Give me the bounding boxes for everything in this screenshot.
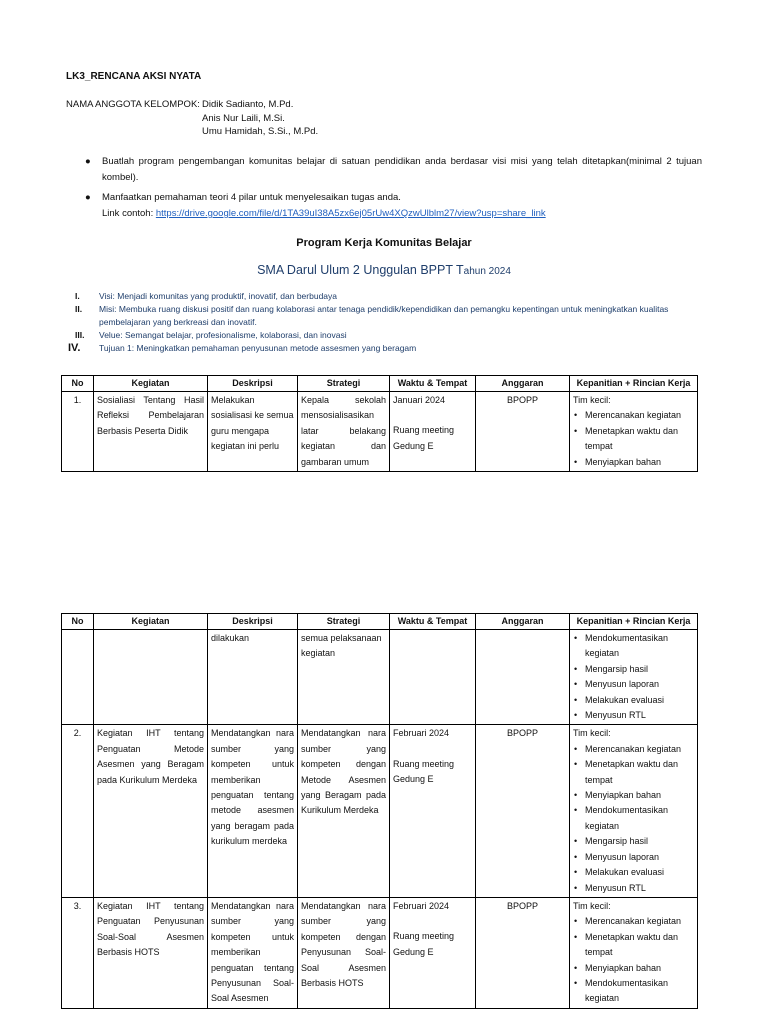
cell-no: 1. (62, 392, 94, 472)
group-members (66, 98, 318, 139)
table-row (62, 392, 698, 472)
document-title: LK3_RENCANA AKSI NYATA (66, 71, 202, 82)
col-header: Waktu & Tempat (390, 376, 476, 392)
list-item: • Mendokumentasikan kegiatan (585, 631, 694, 662)
list-item: • Menyiapkan bahan (585, 455, 694, 470)
list-item: • Menyusun RTL (585, 881, 694, 896)
cell-waktu-tempat: Februari 2024 Ruang meeting Gedung E (390, 897, 476, 1008)
goal-item: IV. Tujuan 1: Meningkatkan pemahaman penyusunan metode assesmen yang beragam (68, 342, 417, 354)
list-item: • Menetapkan waktu dan tempat (585, 930, 694, 961)
list-item: • Menetapkan waktu dan tempat (585, 424, 694, 455)
list-item: • Mengarsip hasil (585, 662, 694, 677)
cell-waktu-tempat: Februari 2024 Ruang meeting Gedung E (390, 725, 476, 897)
cell-strategi: semua pelaksanaan kegiatan (298, 630, 390, 725)
table-row (62, 630, 698, 725)
cell-kepanitiaan: Tim kecil: • Merencanakan kegiatan • Menetapkan waktu dan tempat • Menyiapkan bahan (570, 392, 698, 472)
table-header-row (62, 614, 698, 630)
col-header: Waktu & Tempat (390, 614, 476, 630)
cell-kepanitiaan: Tim kecil: • Merencanakan kegiatan • Menetapkan waktu dan tempat • Menyiapkan bahan • Mendokumentasikan kegiatan (570, 897, 698, 1008)
bullet-icon: ● (85, 192, 91, 203)
value-item: III. Velue: Semangat belajar, profesionalisme, kolaborasi, dan inovasi (75, 330, 347, 340)
cell-strategi: Mendatangkan nara sumber yang kompeten dengan Metode Asesmen yang Beragam pada Kurikulum Merdeka (298, 725, 390, 897)
list-item: • Menyusun RTL (585, 708, 694, 723)
cell-kepanitiaan (570, 630, 698, 725)
col-header: Deskripsi (208, 614, 298, 630)
col-header: Anggaran (476, 614, 570, 630)
cell-strategi: Mendatangkan nara sumber yang kompeten dengan Penyusunan Soal-Soal Asesmen Berbasis HOTS (298, 897, 390, 1008)
list-item: • Mendokumentasikan kegiatan (585, 976, 694, 1007)
col-header: Deskripsi (208, 376, 298, 392)
mission-item: II. Misi: Membuka ruang diskusi positif dan ruang kolaborasi antar tenaga pendidik/kependidikan dan pemangku kepentingan untuk meningkatkan kualitas pembelajaran yang berkreasi dan inovatif. (75, 304, 669, 327)
cell-anggaran: BPOPP (476, 725, 570, 897)
list-item: • Menyiapkan bahan (585, 788, 694, 803)
col-header: Anggaran (476, 376, 570, 392)
table-row (62, 897, 698, 1008)
list-item: • Menyiapkan bahan (585, 961, 694, 976)
school-title: SMA Darul Ulum 2 Unggulan BPPT Tahun 2024 (257, 263, 511, 277)
cell-strategi: Kepala sekolah mensosialisasikan latar belakang kegiatan dan gambaran umum (298, 392, 390, 472)
list-item: • Merencanakan kegiatan (585, 742, 694, 757)
instruction-list (82, 154, 702, 226)
table-header-row (62, 376, 698, 392)
bullet-icon: ● (85, 156, 91, 167)
cell-kepanitiaan: Tim kecil: • Merencanakan kegiatan • Menetapkan waktu dan tempat • Menyiapkan bahan • Mendokumentasikan kegiatan • Mengarsip hasil • Menyusun laporan • Melakukan evaluasi • Menyusun RTL (570, 725, 698, 897)
list-item: • Menyusun laporan (585, 677, 694, 692)
cell-no: 2. (62, 725, 94, 897)
list-item: • Melakukan evaluasi (585, 865, 694, 880)
work-program-table (61, 375, 698, 472)
list-item: • Merencanakan kegiatan (585, 408, 694, 423)
instruction-item: ● Manfaatkan pemahaman teori 4 pilar untuk menyelesaikan tugas anda. Link contoh: https://drive.google.com/file/d/1TA39uI38A5zx6ej05rUw4XQzwUlblm27/view?usp=share_link (85, 192, 546, 219)
member-name: Umu Hamidah, S.Si., M.Pd. (202, 126, 319, 137)
col-header: Kepanitian + Rincian Kerja (570, 376, 698, 392)
member-name: Didik Sadianto, M.Pd. (202, 99, 294, 110)
cell-deskripsi: Melakukan sosialisasi ke semua guru mengapa kegiatan ini perlu (208, 392, 298, 472)
list-item: • Menetapkan waktu dan tempat (585, 757, 694, 788)
col-header: Strategi (298, 614, 390, 630)
work-program-table-continued (61, 613, 698, 1009)
instruction-item: ● Buatlah program pengembangan komunitas belajar di satuan pendidikan anda berdasar visi misi yang telah ditetapkan(minimal 2 tujuan kombel). (85, 156, 702, 183)
cell-no (62, 630, 94, 725)
cell-no: 3. (62, 897, 94, 1008)
list-item: • Merencanakan kegiatan (585, 914, 694, 929)
cell-anggaran (476, 630, 570, 725)
cell-waktu-tempat (390, 630, 476, 725)
vision-item: I. Visi: Menjadi komunitas yang produktif, inovatif, dan berbudaya (75, 291, 337, 301)
col-header: No (62, 376, 94, 392)
list-item: • Melakukan evaluasi (585, 693, 694, 708)
cell-waktu-tempat: Januari 2024 Ruang meeting Gedung E (390, 392, 476, 472)
cell-anggaran: BPOPP (476, 897, 570, 1008)
list-item: • Mengarsip hasil (585, 834, 694, 849)
vision-mission-list (66, 290, 706, 355)
col-header: Kegiatan (94, 614, 208, 630)
program-title: Program Kerja Komunitas Belajar (296, 237, 472, 249)
col-header: Kegiatan (94, 376, 208, 392)
example-link[interactable]: https://drive.google.com/file/d/1TA39uI38A5zx6ej05rUw4XQzwUlblm27/view?usp=share_link (155, 208, 546, 219)
col-header: Kepanitian + Rincian Kerja (570, 614, 698, 630)
cell-deskripsi: dilakukan (208, 630, 298, 725)
member-name: Anis Nur Laili, M.Si. (202, 112, 285, 124)
col-header: No (62, 614, 94, 630)
cell-kegiatan: Kegiatan IHT tentang Penguatan Metode Asesmen yang Beragam pada Kurikulum Merdeka (94, 725, 208, 897)
list-item: • Mendokumentasikan kegiatan (585, 803, 694, 834)
cell-deskripsi: Mendatangkan nara sumber yang kompeten untuk memberikan penguatan tentang Penyusunan Soal-Soal Asesmen (208, 897, 298, 1008)
cell-kegiatan: Sosialiasi Tentang Hasil Refleksi Pembelajaran Berbasis Peserta Didik (94, 392, 208, 472)
cell-deskripsi: Mendatangkan nara sumber yang kompeten untuk memberikan penguatan tentang metode asesmen yang beragam pada kurikulum merdeka (208, 725, 298, 897)
col-header: Strategi (298, 376, 390, 392)
link-label: Link contoh: (102, 208, 154, 219)
cell-anggaran: BPOPP (476, 392, 570, 472)
cell-kegiatan (94, 630, 208, 725)
cell-kegiatan: Kegiatan IHT tentang Penguatan Penyusunan Soal-Soal Asesmen Berbasis HOTS (94, 897, 208, 1008)
table-row (62, 725, 698, 897)
members-label: NAMA ANGGOTA KELOMPOK: (66, 99, 200, 110)
list-item: • Menyusun laporan (585, 850, 694, 865)
